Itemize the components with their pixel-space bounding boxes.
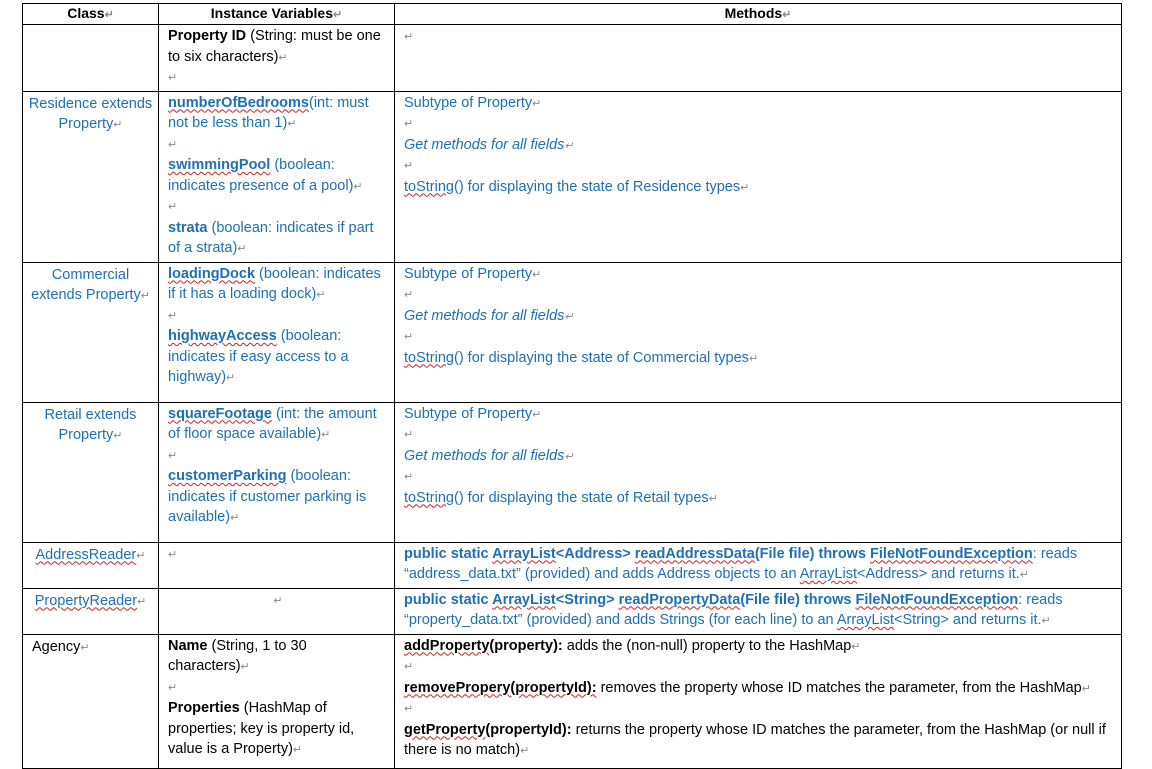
- retail-methods-cell: Subtype of Property↵ ↵ Get methods for all fields↵ ↵ toString() for displaying the state of Retail types↵: [395, 402, 1122, 542]
- retail-variables-cell: squareFootage (int: the amount of floor space available)↵ ↵ customerParking (boolean: indicates if customer parking is available)↵: [159, 402, 395, 542]
- commercial-class-cell: Commercial extends Property↵: [23, 262, 159, 402]
- property-row: [23, 25, 1122, 92]
- header-methods: Methods↵: [395, 4, 1122, 25]
- address-reader-methods-cell: public static ArrayList<Address> readAddressData(File file) throws FileNotFoundException: reads “address_data.txt” (provided) and adds Address objects to an ArrayList<Address> and returns it.↵: [395, 542, 1122, 588]
- residence-class-cell: Residence extends Property↵: [23, 91, 159, 262]
- agency-variables-cell: Name (String, 1 to 30 characters)↵ ↵ Properties (HashMap of properties; key is property id, value is a Property)↵: [159, 634, 395, 768]
- agency-class-cell: Agency↵: [23, 634, 159, 768]
- residence-methods-cell: Subtype of Property↵ ↵ Get methods for all fields↵ ↵ toString() for displaying the state of Residence types↵: [395, 91, 1122, 262]
- residence-row: [23, 91, 1122, 262]
- retail-row: [23, 402, 1122, 542]
- property-reader-row: [23, 588, 1122, 634]
- property-methods-cell: ↵: [395, 25, 1122, 92]
- property-reader-class-cell: PropertyReader↵: [23, 588, 159, 634]
- commercial-variables-cell: loadingDock (boolean: indicates if it has a loading dock)↵ ↵ highwayAccess (boolean: indicates if easy access to a highway)↵: [159, 262, 395, 402]
- commercial-methods-cell: Subtype of Property↵ ↵ Get methods for all fields↵ ↵ toString() for displaying the state of Commercial types↵: [395, 262, 1122, 402]
- class-design-table: [22, 3, 1122, 769]
- header-class: Class↵: [23, 4, 159, 25]
- header-row: [23, 4, 1122, 25]
- address-reader-variables-cell: ↵: [159, 542, 395, 588]
- property-reader-variables-cell: ↵: [159, 588, 395, 634]
- retail-class-cell: Retail extends Property↵: [23, 402, 159, 542]
- residence-variables-cell: numberOfBedrooms(int: must not be less than 1)↵ ↵ swimmingPool (boolean: indicates presence of a pool)↵ ↵ strata (boolean: indicates if part of a strata)↵: [159, 91, 395, 262]
- commercial-row: [23, 262, 1122, 402]
- agency-methods-cell: addProperty(property): adds the (non-null) property to the HashMap↵ ↵ removePropery(propertyId): removes the property whose ID matches the parameter, from the HashMap↵ ↵ getProperty(propertyId): returns the property whose ID matches the parameter, from the HashMap (or null if there is no match)↵: [395, 634, 1122, 768]
- address-reader-class-cell: AddressReader↵: [23, 542, 159, 588]
- property-class-cell: [23, 25, 159, 92]
- property-variables-cell: Property ID (String: must be one to six characters)↵ ↵: [159, 25, 395, 92]
- address-reader-row: [23, 542, 1122, 588]
- header-instance-variables: Instance Variables↵: [159, 4, 395, 25]
- agency-row: [23, 634, 1122, 768]
- property-reader-methods-cell: public static ArrayList<String> readPropertyData(File file) throws FileNotFoundException: reads “property_data.txt” (provided) and adds Strings (for each line) to an ArrayList<String> and returns it.↵: [395, 588, 1122, 634]
